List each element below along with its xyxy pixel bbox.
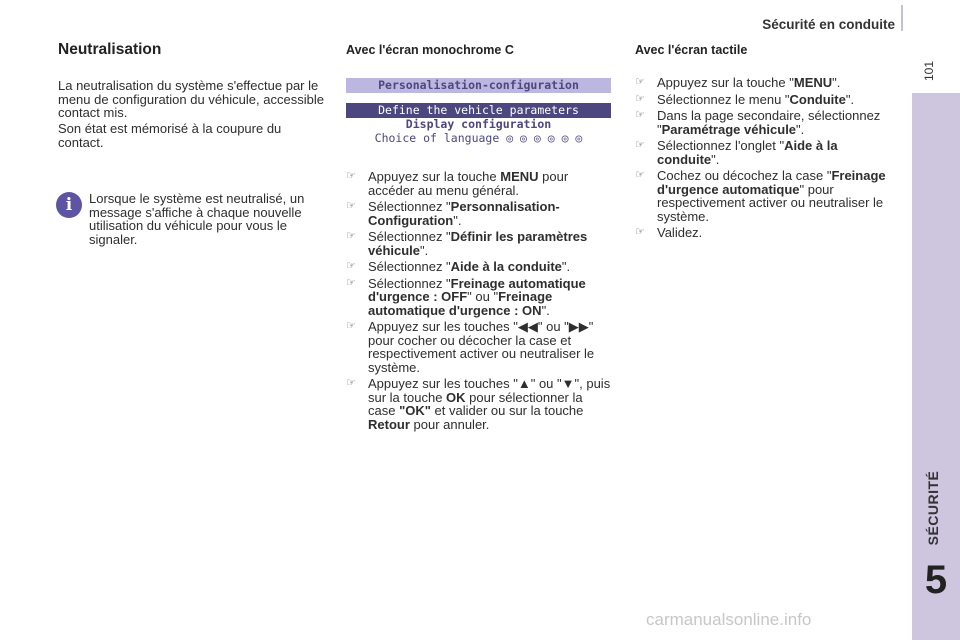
step-text: Sélectionnez ": [368, 275, 451, 291]
step-text: ".: [832, 75, 841, 90]
touchscreen-steps: [635, 76, 903, 243]
step-text: Sélectionnez le menu ": [657, 91, 790, 107]
step-highlight: OK: [446, 389, 466, 405]
step-text: ".: [561, 259, 571, 274]
step-text: Appuyez sur les touches "▲" ou "▼", puis sur la touche: [368, 376, 611, 405]
screen-line-selected: Define the vehicle parameters: [346, 103, 611, 118]
pointing-hand-icon: ☞: [346, 170, 356, 182]
right-column-title: Avec l'écran tactile: [635, 43, 748, 57]
info-icon: i: [56, 192, 82, 218]
pointing-hand-icon: ☞: [635, 92, 645, 105]
step-text: et valider ou sur la touche: [430, 403, 584, 418]
list-item: [346, 260, 612, 274]
screen-line-display: Display configuration: [405, 117, 552, 131]
pointing-hand-icon: ☞: [635, 139, 645, 151]
middle-column-title: Avec l'écran monochrome C: [346, 43, 514, 57]
step-highlight: Aide à la conduite: [450, 259, 562, 274]
list-item: [346, 320, 612, 374]
step-text: ".: [796, 121, 805, 137]
list-item: [635, 76, 903, 90]
screen-line-language: Choice of language ◎ ◎ ◎ ◎ ◎ ◎: [374, 131, 583, 145]
step-text: " ou ": [467, 289, 499, 304]
step-highlight: Freinage d'urgence automatique: [657, 168, 886, 197]
intro-paragraph: La neutralisation du système s'effectue par le menu de configuration du véhicule, accessible contact mis.: [58, 78, 324, 120]
step-text: Appuyez sur la touche: [368, 169, 501, 184]
list-item: [346, 170, 612, 197]
step-text: " pour respectivement activer ou neutraliser le système.: [657, 181, 884, 224]
list-item: [346, 230, 612, 257]
memory-paragraph: Son état est mémorisé à la coupure du contact.: [58, 121, 282, 150]
step-text: ".: [711, 151, 720, 167]
step-text: Sélectionnez ": [368, 229, 451, 244]
header-title: Sécurité en conduite: [762, 17, 895, 32]
step-highlight: MENU: [793, 75, 833, 90]
step-highlight: Personnalisation-Configuration: [368, 199, 560, 228]
list-item: [635, 169, 903, 223]
pointing-hand-icon: ☞: [346, 276, 356, 289]
pointing-hand-icon: ☞: [346, 260, 356, 272]
monochrome-steps: [346, 170, 612, 434]
screen-line-title: Personalisation-configuration: [346, 78, 611, 93]
step-highlight: Conduite: [789, 91, 846, 107]
step-highlight: Définir les paramètres véhicule: [368, 229, 588, 258]
header-divider: [901, 5, 903, 31]
pointing-hand-icon: ☞: [635, 76, 645, 88]
watermark: carmanualsonline.info: [646, 610, 812, 629]
list-item: [635, 93, 903, 107]
step-highlight: "OK": [399, 403, 431, 418]
list-item: [635, 226, 903, 240]
step-text: ".: [541, 302, 550, 318]
pointing-hand-icon: ☞: [346, 320, 356, 332]
step-text: Cochez ou décochez la case ": [657, 168, 832, 183]
list-item: [346, 377, 612, 431]
info-note: Lorsque le système est neutralisé, un message s'affiche à chaque nouvelle utilisation du véhicule pour vous le signaler.: [89, 191, 305, 247]
step-text: pour accéder au menu général.: [368, 169, 569, 198]
page-number: 101: [922, 60, 936, 82]
step-text: Dans la page secondaire, sélectionnez ": [657, 108, 881, 137]
list-item: [346, 277, 612, 318]
step-text: ".: [453, 212, 462, 228]
pointing-hand-icon: ☞: [346, 377, 356, 389]
list-item: [635, 139, 903, 166]
pointing-hand-icon: ☞: [346, 230, 356, 242]
pointing-hand-icon: ☞: [635, 169, 645, 181]
step-highlight: Paramétrage véhicule: [661, 121, 797, 137]
list-item: [346, 200, 612, 227]
step-text: pour annuler.: [409, 416, 490, 432]
chapter-number: 5: [924, 558, 948, 602]
step-highlight: MENU: [500, 169, 539, 184]
step-text: Appuyez sur les touches "◀◀" ou "▶▶" pour cocher ou décocher la case et respectivement activer ou neutraliser le système.: [368, 319, 595, 375]
step-highlight: Aide à la conduite: [657, 138, 838, 167]
step-text: ".: [845, 91, 855, 107]
section-heading: Neutralisation: [58, 41, 162, 58]
monochrome-screen: [346, 78, 611, 146]
section-label: SÉCURITÉ: [925, 470, 941, 546]
step-highlight: Retour: [368, 416, 410, 432]
step-text: pour sélectionner la case: [368, 389, 583, 418]
step-highlight: Freinage automatique d'urgence : OFF: [368, 275, 586, 304]
step-highlight: Freinage automatique d'urgence : ON: [368, 289, 553, 318]
pointing-hand-icon: ☞: [635, 226, 645, 238]
step-text: Sélectionnez ": [368, 259, 451, 274]
step-text: Sélectionnez l'onglet ": [657, 138, 785, 153]
list-item: [635, 109, 903, 136]
step-text: ".: [420, 242, 429, 258]
step-text: Sélectionnez ": [368, 199, 451, 214]
step-text: Appuyez sur la touche ": [657, 75, 794, 90]
pointing-hand-icon: ☞: [346, 200, 356, 212]
step-text: Validez.: [657, 225, 703, 240]
pointing-hand-icon: ☞: [635, 109, 645, 121]
